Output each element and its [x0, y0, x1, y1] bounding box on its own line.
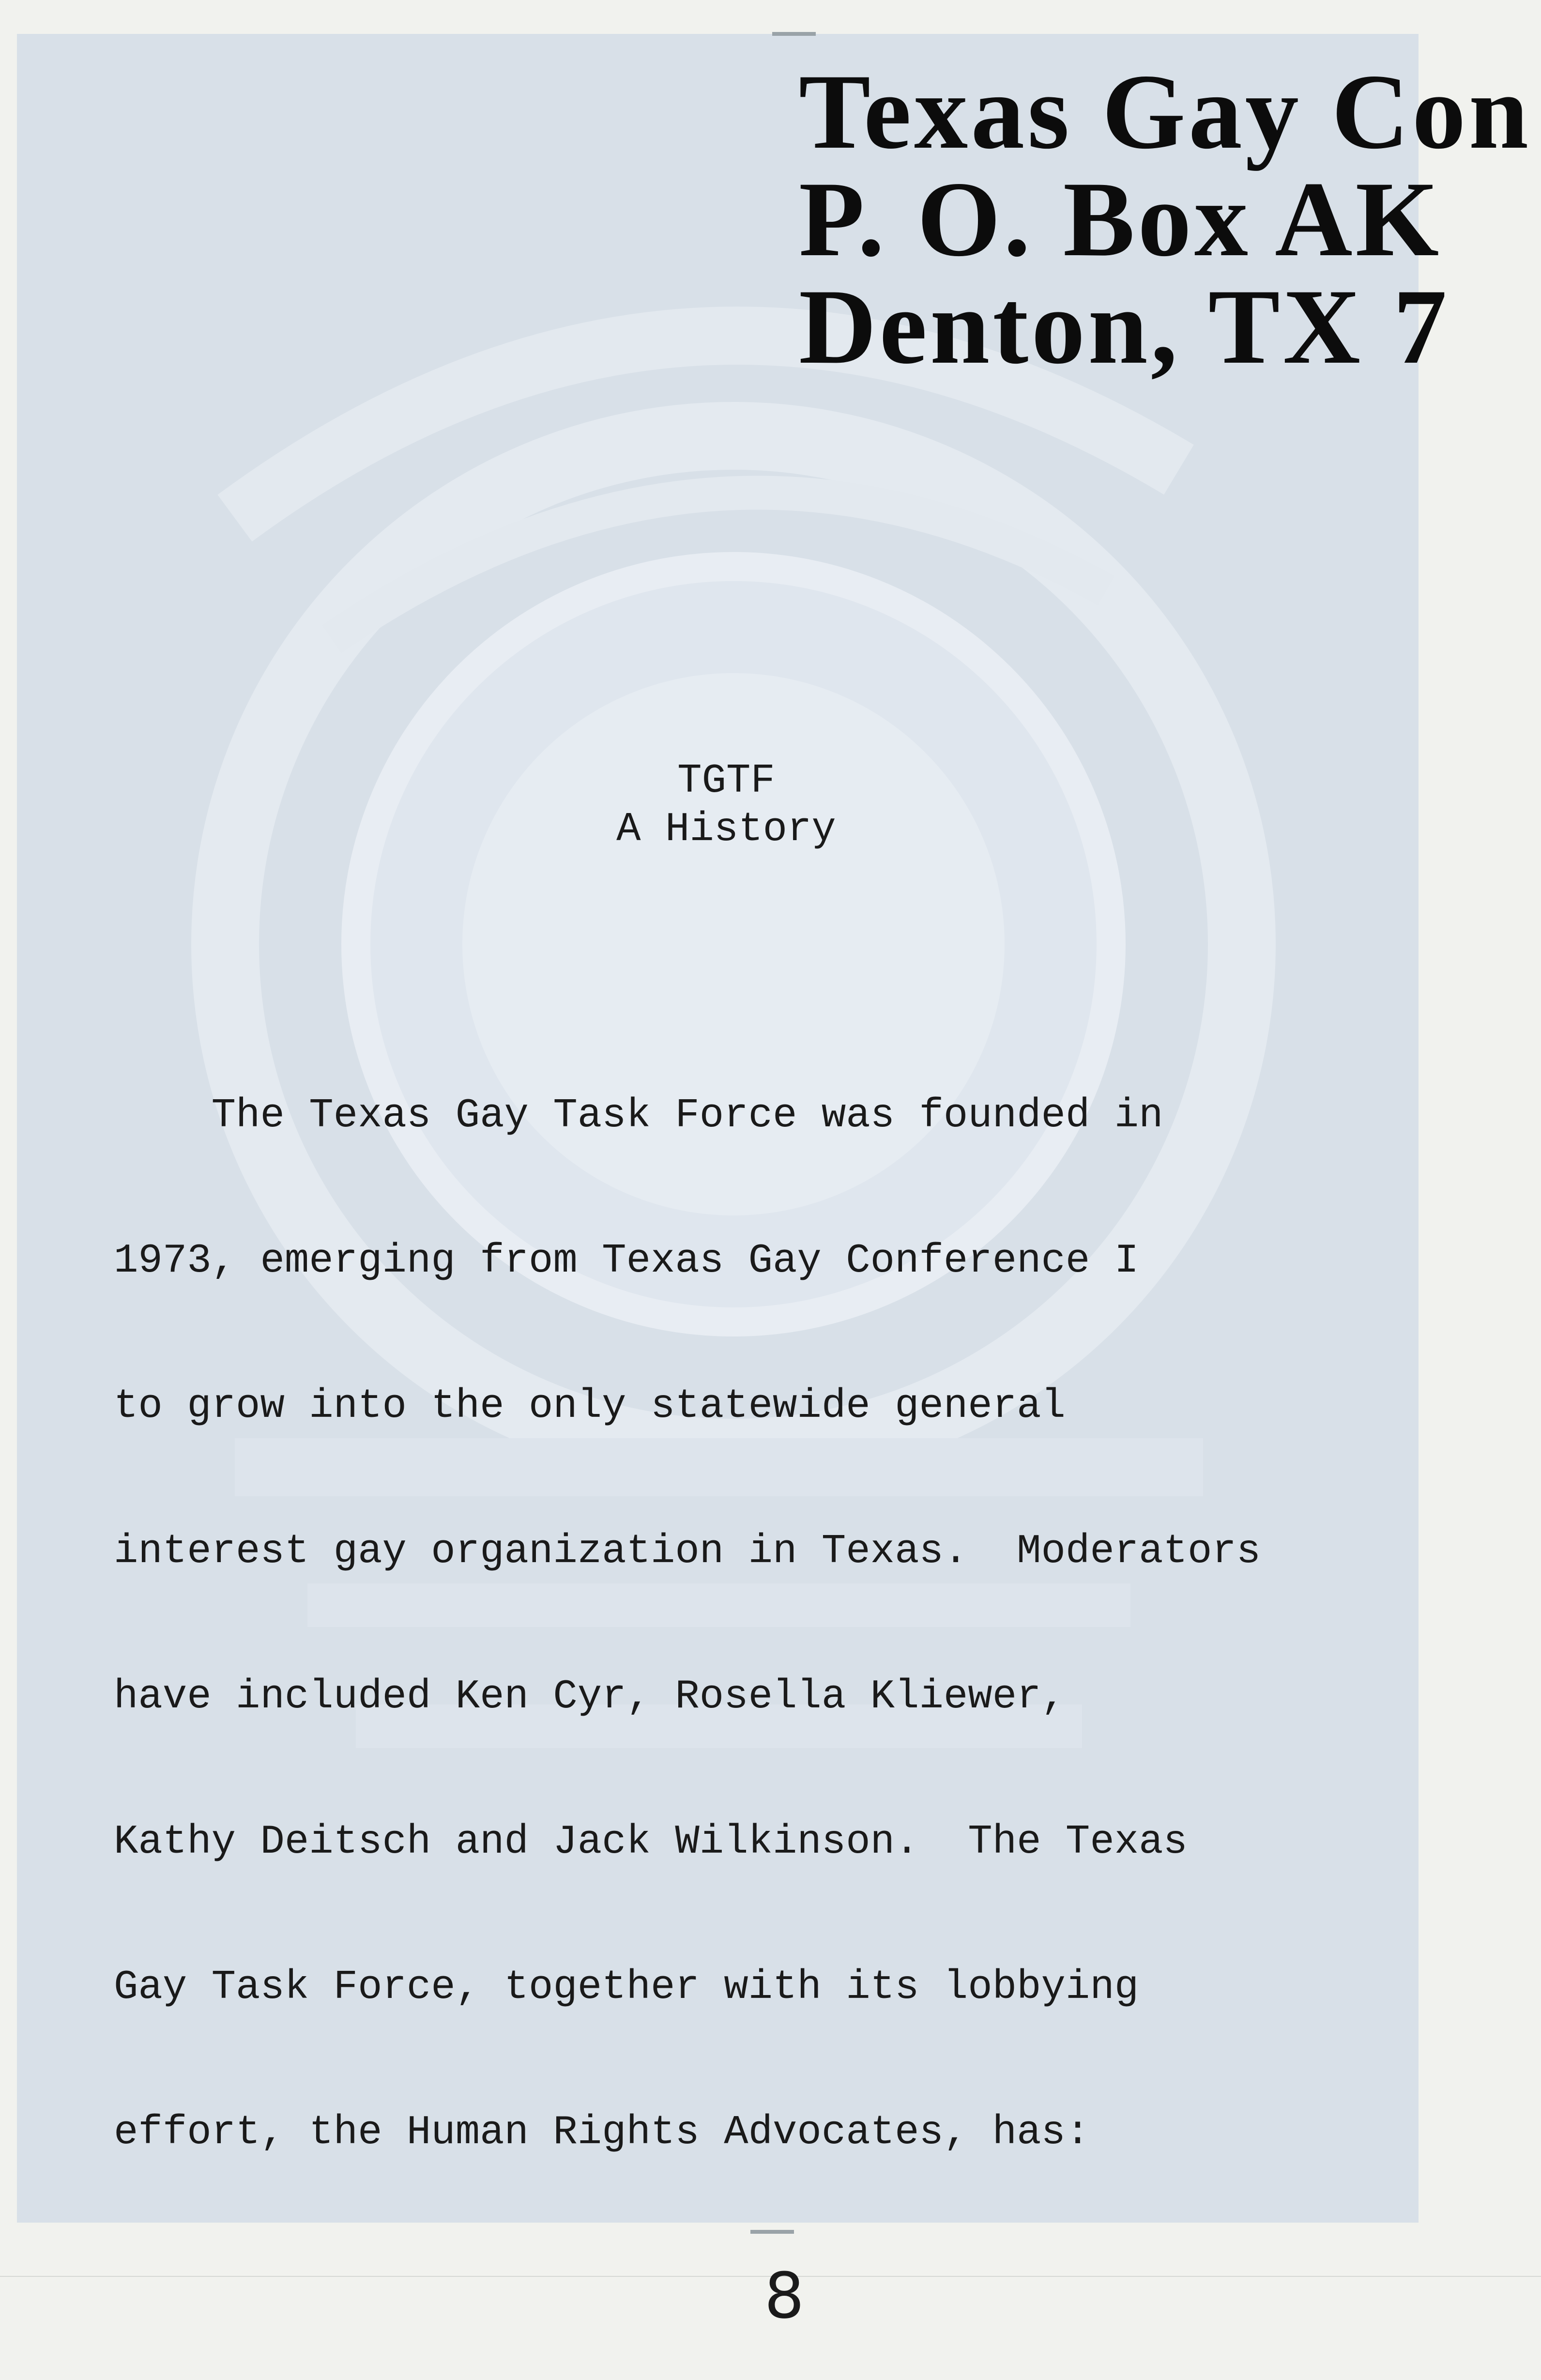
stamp-line-box: P. O. Box AK: [799, 160, 1442, 279]
intro-paragraph: [114, 995, 1518, 2254]
text-line: have included Ken Cyr, Rosella Kliewer,: [114, 1674, 1066, 1720]
top-center-tick-mark: [772, 32, 816, 36]
text-line: Kathy Deitsch and Jack Wilkinson. The Texas: [114, 1819, 1188, 1865]
stamp-line-city: Denton, TX 7: [799, 267, 1450, 381]
document-title: TGTF: [677, 758, 775, 804]
page-number: 8: [764, 2259, 805, 2333]
text-line: 1973, emerging from Texas Gay Conference I: [114, 1238, 1139, 1284]
text-line: to grow into the only statewide general: [114, 1383, 1066, 1429]
document-subtitle: A History: [616, 807, 836, 853]
text-line: Gay Task Force, together with its lobbying: [114, 1965, 1139, 2011]
history-body: [114, 898, 1518, 2380]
text-line: interest gay organization in Texas. Moderators: [114, 1529, 1261, 1575]
text-line: effort, the Human Rights Advocates, has:: [114, 2110, 1090, 2156]
address-stamp: [799, 58, 1541, 381]
stamp-line-organization: Texas Gay Con: [799, 58, 1532, 171]
text-line: The Texas Gay Task Force was founded in: [114, 1093, 1163, 1139]
